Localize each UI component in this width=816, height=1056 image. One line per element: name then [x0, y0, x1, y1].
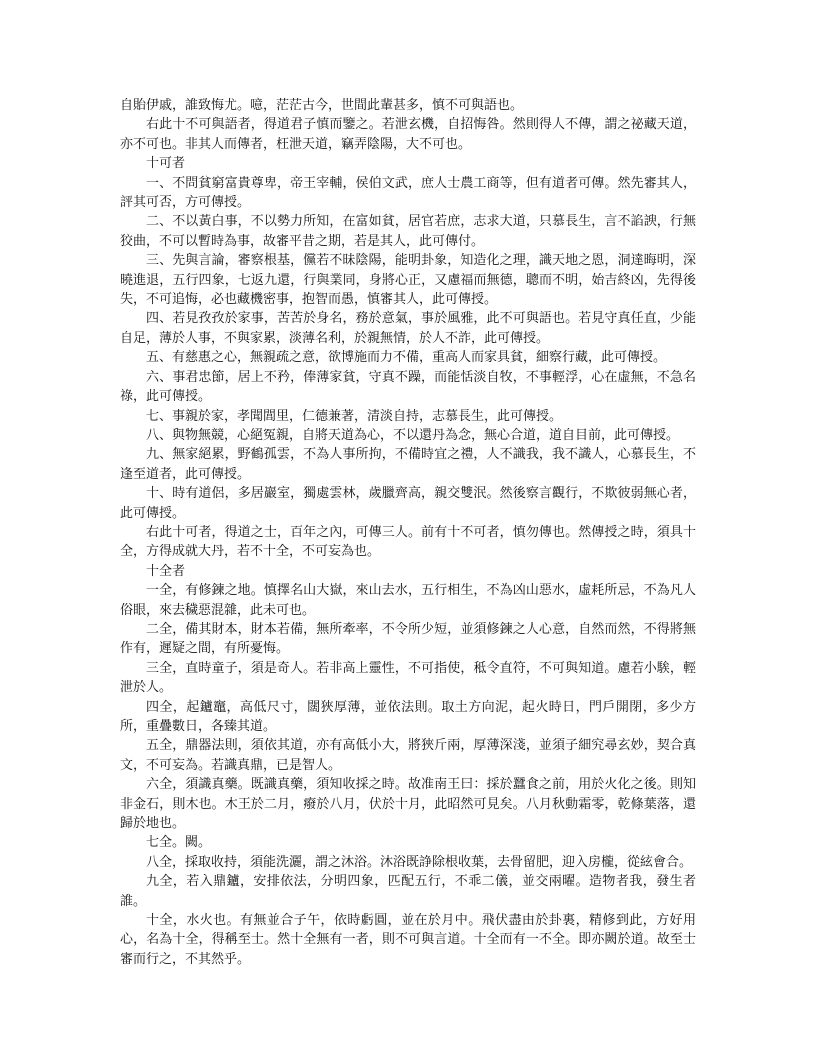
paragraph: 八全，採取收持，須能洗灑，謂之沐浴。沐浴既諍除根收葉，去骨留肥，迎入房櫳，從絃會合。 — [146, 854, 693, 870]
paragraph: 六、事君忠節，居上不矜，俸薄家貧，守真不躁，而能恬淡自牧，不事輕浮，心在虛無，不急名祿，此可傳授。 — [120, 369, 696, 405]
document-page — [120, 96, 696, 969]
paragraph: 六全，須識真藥。既識真藥，須知收採之時。故准南王曰：採於蠶食之前，用於火化之後。則知非金石，則木也。木王於二月，癈於八月，伏於十月，此昭然可見矣。八月秋動霜零，乾條葉落，還歸於地也。 — [120, 777, 696, 832]
paragraph: 五、有慈惠之心，無親疏之意，欲博施而力不備，重高人而家具貧，細察行藏，此可傳授。 — [146, 350, 667, 366]
paragraph: 自貽伊戚，誰致悔尤。噫，茫茫古今，世間此輩甚多，慎不可與語也。 — [120, 98, 524, 113]
paragraph: 三全，直時童子，須是奇人。若非高上靈性，不可指使，秪令直符，不可與知道。慮若小騃，輕泄於人。 — [120, 660, 696, 696]
paragraph: 四、若見孜孜於家事，苦苦於身名，務於意氣，事於風雅，此不可與語也。若見守真任直，少能自足，薄於人事，不與家累，淡薄名利，於親無情，於人不詐，此可傳授。 — [120, 311, 696, 346]
paragraph: 三、先與言論，審察根基，儻若不昧陰陽，能明卦象，知造化之理，識天地之恩，洞達晦明，深曉進退，五行四象，七返九還，行與業同，身將心正，又慮福而無德，聰而不明，始吉終凶，先得後失，不可追悔，必也藏機密事，抱智而愚，慎審其人，此可傳授。 — [120, 253, 696, 308]
paragraph: 右此十可者，得道之士，百年之內，可傳三人。前有十不可者，慎勿傳也。然傳授之時，須具十全，方得成就大丹，若不十全，不可妄為也。 — [120, 524, 696, 560]
section-heading: 十可者 — [146, 156, 186, 172]
paragraph: 九、無家絕累，野鶴孤雲，不為人事所拘，不備時宜之禮，人不識我，我不識人，心慕長生，不逢至道者，此可傳授。 — [120, 447, 696, 482]
paragraph: 九全，若入鼎鑪，安排依法，分明四象，匹配五行，不乖二儀，並交兩曜。造物者我，發生者誰。 — [120, 874, 696, 909]
paragraph: 右此十不可與語者，得道君子慎而鑒之。若泄玄機，自招悔咎。然則得人不傳，謂之祕藏天道，亦不可也。非其人而傳者，枉泄天道，竊弄陰陽，大不可也。 — [120, 117, 696, 152]
paragraph: 四全，起鑪竈，高低尺寸，闊狹厚薄，並依法則。取土方向泥，起火時日，門戶開閉，多少方所，重疊數日，各臻其道。 — [120, 699, 696, 734]
paragraph: 一、不問貧窮富貴尊卑，帝王宰輔，侯伯文武，庶人士農工商等，但有道者可傳。然先審其人，評其可否，方可傳授。 — [120, 175, 696, 211]
paragraph: 十全，水火也。有無並合子午，依時虧圓，並在於月中。飛伏盡由於卦裏，精修到此，方好用心，名為十全，得稱至士。然十全無有一者，則不可與言道。十全而有一不全。即亦闕於道。故至士審而行之，不其然乎。 — [120, 913, 696, 967]
paragraph: 七、事親於家，孝聞閭里，仁德兼著，清淡自持，志慕長生，此可傳授。 — [146, 408, 563, 424]
paragraph: 五全，鼎器法則，須依其道，亦有高低小大，將狹斤兩，厚薄深淺，並須子細究尋玄妙，契合真文，不可妄為。若識真鼎，已是智人。 — [120, 738, 696, 773]
paragraph: 二、不以黃白事，不以勢力所知，在富如貧，居官若庶，志求大道，只慕長生，言不諂諛，行無狡曲，不可以暫時為事，故審平昔之期，若是其人，此可傳付。 — [120, 214, 696, 249]
paragraph: 七全。闕。 — [146, 835, 212, 851]
paragraph: 二全，備其財本，財本若備，無所牽率，不令所少短，並須修鍊之人心意，自然而然，不得將無作有，遲疑之間，有所憂悔。 — [120, 621, 696, 657]
paragraph: 十、時有道侶，多居巖室，獨處雲林，歲臘齊高，親交雙泯。然後察言觀行，不欺彼弱無心者，此可傳授。 — [120, 486, 696, 521]
section-heading: 十全者 — [146, 563, 186, 579]
paragraph: 八、與物無競，心絕冤親，自將天道為心，不以還丹為念，無心合道，道自目前，此可傳授。 — [146, 427, 680, 443]
paragraph: 一全，有修鍊之地。慎擇名山大嶽，來山去水，五行相生，不為凶山惡水，虛耗所忌，不為凡人俗眼，來去穢惡混雜，此未可也。 — [120, 583, 696, 618]
